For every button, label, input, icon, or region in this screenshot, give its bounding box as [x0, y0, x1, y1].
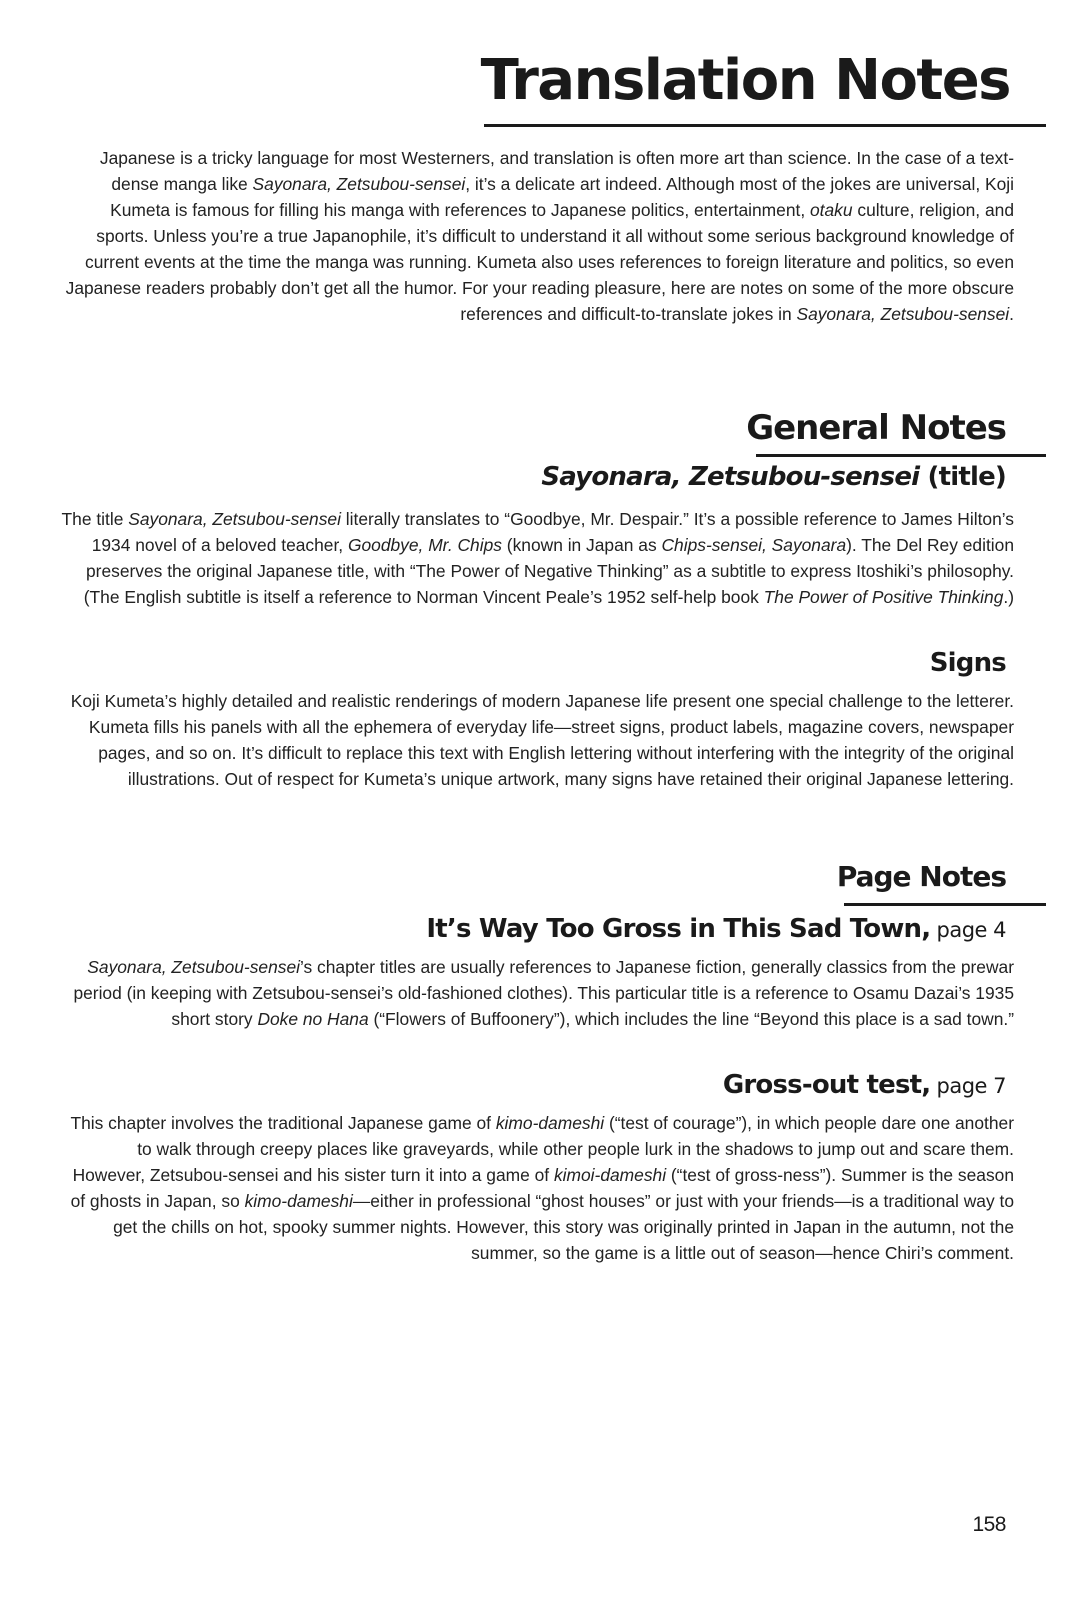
gross-town-heading-text: It’s Way Too Gross in This Sad Town,	[426, 914, 931, 944]
title-note-text-4: ). The Del Rey edition preserves the original Japanese title, with “The Power of Negative Thinking” as a subtitle to express Itoshiki’s philosophy. (The English subtitle is itself a reference to Norman Vincent Peale’s 1952 self-help book	[83, 535, 1014, 607]
page-notes-heading: Page Notes	[836, 860, 1006, 893]
title-note-text-3: (known in Japan as	[501, 535, 662, 555]
intro-text-2: , it’s a delicate art indeed. Although most of the jokes are universal, Koji Kumeta is famous for filling his manga with references to Japanese politics, entertainment,	[110, 174, 1014, 220]
title-note-heading-italic: Sayonara, Zetsubou-sensei	[541, 462, 920, 492]
gross-test-text-3: (“test of gross-ness”). Summer is the season of ghosts in Japan, so	[70, 1165, 1014, 1211]
page-notes-rule	[844, 903, 1046, 906]
title-note-text-1: The title	[61, 509, 129, 529]
gross-town-heading	[426, 914, 1006, 944]
gross-test-heading-text: Gross-out test,	[722, 1070, 931, 1100]
page-title: Translation Notes	[480, 48, 1010, 113]
gross-test-italic-2: kimoi-dameshi	[553, 1165, 667, 1185]
title-note-italic-3: Chips-sensei, Sayonara	[661, 535, 847, 555]
gross-test-italic-3: kimo-dameshi	[244, 1191, 353, 1211]
gross-town-italic-1: Sayonara, Zetsubou-sensei	[87, 957, 300, 977]
title-note-italic-4: The Power of Positive Thinking	[763, 587, 1004, 607]
general-notes-rule	[756, 454, 1046, 457]
title-note-heading-rest: (title)	[919, 462, 1006, 492]
gross-town-paragraph	[60, 954, 1014, 1032]
gross-test-heading	[723, 1070, 1006, 1100]
gross-test-text-4: —either in professional “ghost houses” or just with your friends—is a traditional way to get the chills on hot, spooky summer nights. However, this story was originally printed in Japan in the autumn, not the summer, so the game is a little out of season—hence Chiri’s comment.	[113, 1191, 1014, 1263]
title-note-text-5: .)	[1003, 587, 1014, 607]
intro-paragraph	[60, 145, 1014, 327]
gross-test-text-1: This chapter involves the traditional Japanese game of	[70, 1113, 496, 1133]
gross-test-italic-1: kimo-dameshi	[495, 1113, 605, 1133]
title-rule	[484, 124, 1046, 127]
signs-heading: Signs	[929, 648, 1006, 678]
gross-town-text-1: ’s chapter titles are usually references to Japanese fiction, generally classics from the prewar period (in keeping with Zetsubou-sensei’s old-fashioned clothes). This particular title is a reference to Osamu Dazai’s 1935 short story	[73, 957, 1014, 1029]
intro-text-3: culture, religion, and sports. Unless you’re a true Japanophile, it’s difficult to understand it all without some serious background knowledge of current events at the time the manga was running. Kumeta also uses references to foreign literature and politics, so even Japanese readers probably don’t get all the humor. For your reading pleasure, here are notes on some of the more obscure references and difficult-to-translate jokes in	[65, 200, 1014, 324]
intro-italic-3: Sayonara, Zetsubou-sensei	[796, 304, 1010, 324]
intro-italic-1: Sayonara, Zetsubou-sensei	[252, 174, 466, 194]
title-note-paragraph	[60, 506, 1014, 610]
gross-test-text-2: (“test of courage”), in which people dare one another to walk through creepy places like graveyards, while other people lurk in the shadows to jump out and scare them. However, Zetsubou-sensei and his sister turn it into a game of	[72, 1113, 1014, 1185]
title-note-italic-2: Goodbye, Mr. Chips	[347, 535, 502, 555]
gross-town-page-ref: page 4	[930, 918, 1006, 942]
gross-test-paragraph	[60, 1110, 1014, 1266]
gross-town-italic-2: Doke no Hana	[257, 1009, 369, 1029]
intro-text-1: Japanese is a tricky language for most Westerners, and translation is often more art than science. In the case of a text-dense manga like	[99, 148, 1014, 194]
intro-italic-2: otaku	[810, 200, 853, 220]
gross-town-text-2: (“Flowers of Buffoonery”), which includes the line “Beyond this place is a sad town.”	[368, 1009, 1014, 1029]
intro-text-4: .	[1009, 304, 1014, 324]
title-note-text-2: literally translates to “Goodbye, Mr. Despair.” It’s a possible reference to James Hilton’s 1934 novel of a beloved teacher,	[91, 509, 1014, 555]
gross-test-page-ref: page 7	[930, 1074, 1006, 1098]
title-note-italic-1: Sayonara, Zetsubou-sensei	[128, 509, 341, 529]
page-number: 158	[972, 1513, 1006, 1536]
title-note-heading	[541, 462, 1006, 492]
signs-paragraph: Koji Kumeta’s highly detailed and realistic renderings of modern Japanese life present one special challenge to the letterer. Kumeta fills his panels with all the ephemera of everyday life—street signs, product labels, magazine covers, newspaper pages, and so on. It’s difficult to replace this text with English lettering without interfering with the integrity of the original illustrations. Out of respect for Kumeta’s unique artwork, many signs have retained their original Japanese lettering.	[70, 691, 1014, 789]
general-notes-heading: General Notes	[746, 408, 1006, 448]
